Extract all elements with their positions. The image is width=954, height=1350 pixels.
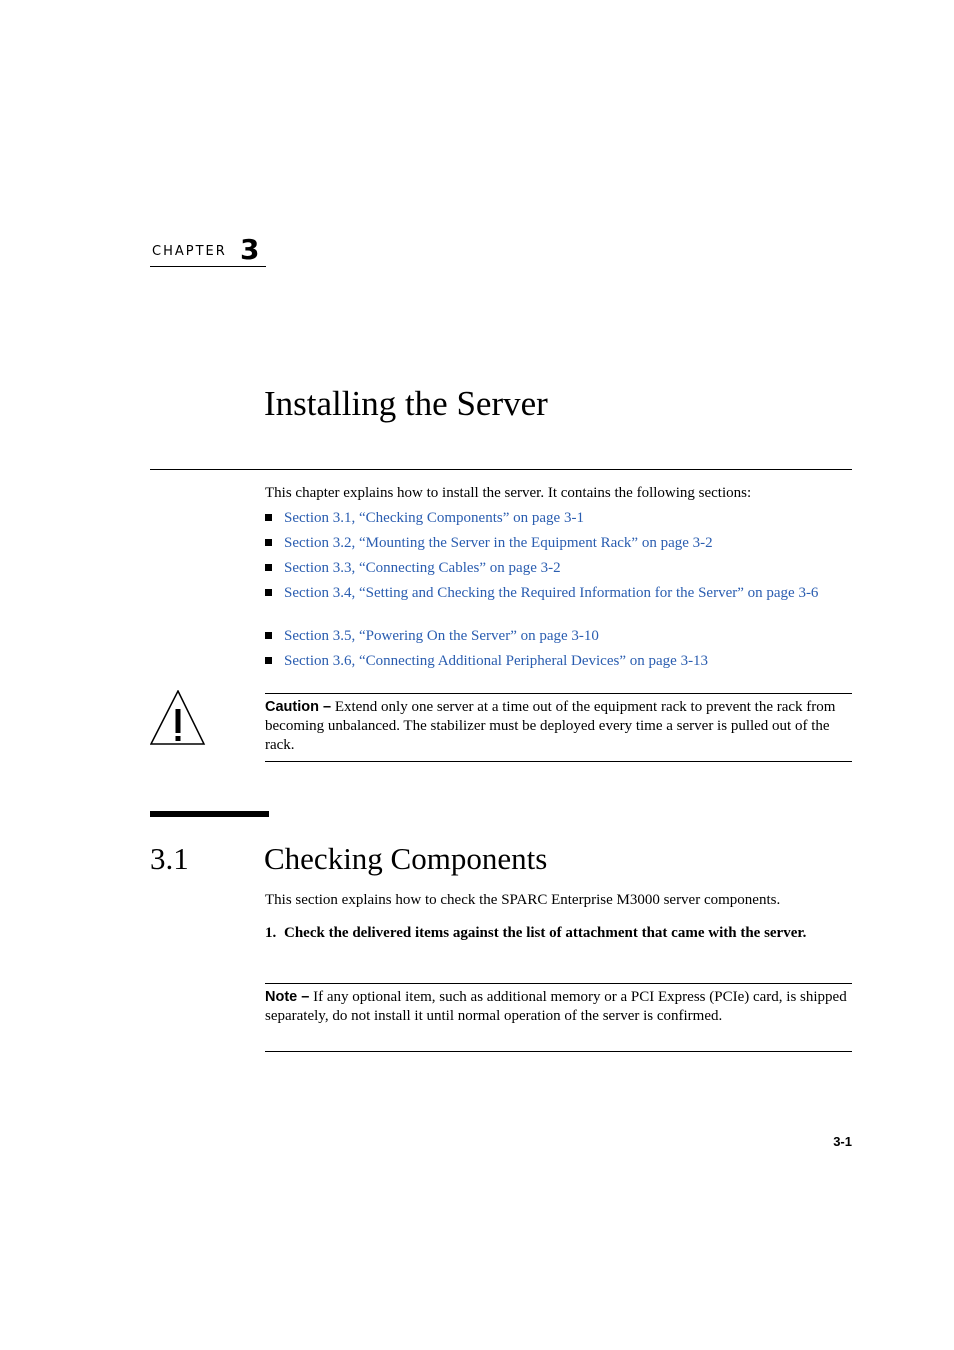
note-rule-bottom — [265, 1051, 852, 1052]
section-bar — [150, 811, 269, 817]
step-text: Check the delivered items against the list of attachment that came with the server. — [284, 925, 807, 941]
caution-block — [265, 698, 855, 755]
note-block — [265, 988, 855, 1026]
toc-link[interactable]: Section 3.6, “Connecting Additional Peripheral Devices” on page 3-13 — [284, 653, 709, 669]
toc-link[interactable]: Section 3.3, “Connecting Cables” on page 3-2 — [284, 560, 561, 576]
page-number: 3-1 — [833, 1134, 852, 1149]
caution-lead: Caution – — [265, 699, 332, 715]
toc-link[interactable]: Section 3.4, “Setting and Checking the Required Information for the Server” on page 3-6 — [284, 585, 819, 601]
section-intro: This section explains how to check the SPARC Enterprise M3000 server components. — [265, 892, 781, 908]
note-rule-top — [265, 983, 852, 984]
square-bullet-icon — [265, 632, 272, 639]
square-bullet-icon — [265, 564, 272, 571]
title-divider — [150, 469, 852, 470]
section-number: 3.1 — [150, 841, 189, 876]
toc-link[interactable]: Section 3.2, “Mounting the Server in the Equipment Rack” on page 3-2 — [284, 535, 713, 551]
note-lead: Note – — [265, 989, 310, 1005]
chapter-number: 3 — [240, 233, 260, 266]
caution-text: Extend only one server at a time out of the equipment rack to prevent the rack from becoming unbalanced. The stabilizer must be deployed every time a server is pulled out of the rack. — [265, 699, 836, 753]
chapter-title: Installing the Server — [264, 384, 548, 423]
caution-rule-bottom — [265, 761, 852, 762]
toc-link[interactable]: Section 3.5, “Powering On the Server” on page 3-10 — [284, 628, 599, 644]
toc-link[interactable]: Section 3.1, “Checking Components” on page 3-1 — [284, 510, 584, 526]
warning-triangle-icon — [150, 690, 206, 746]
chapter-label: CHAPTER — [152, 244, 227, 259]
square-bullet-icon — [265, 539, 272, 546]
note-text: If any optional item, such as additional memory or a PCI Express (PCIe) card, is shipped separately, do not install it until normal operation of the server is confirmed. — [265, 989, 847, 1024]
square-bullet-icon — [265, 514, 272, 521]
step-number: 1. — [265, 925, 277, 941]
chapter-intro: This chapter explains how to install the server. It contains the following sections: — [265, 485, 752, 501]
square-bullet-icon — [265, 589, 272, 596]
square-bullet-icon — [265, 657, 272, 664]
chapter-rule — [150, 266, 266, 267]
section-title: Checking Components — [264, 841, 548, 876]
caution-rule-top — [265, 693, 852, 694]
